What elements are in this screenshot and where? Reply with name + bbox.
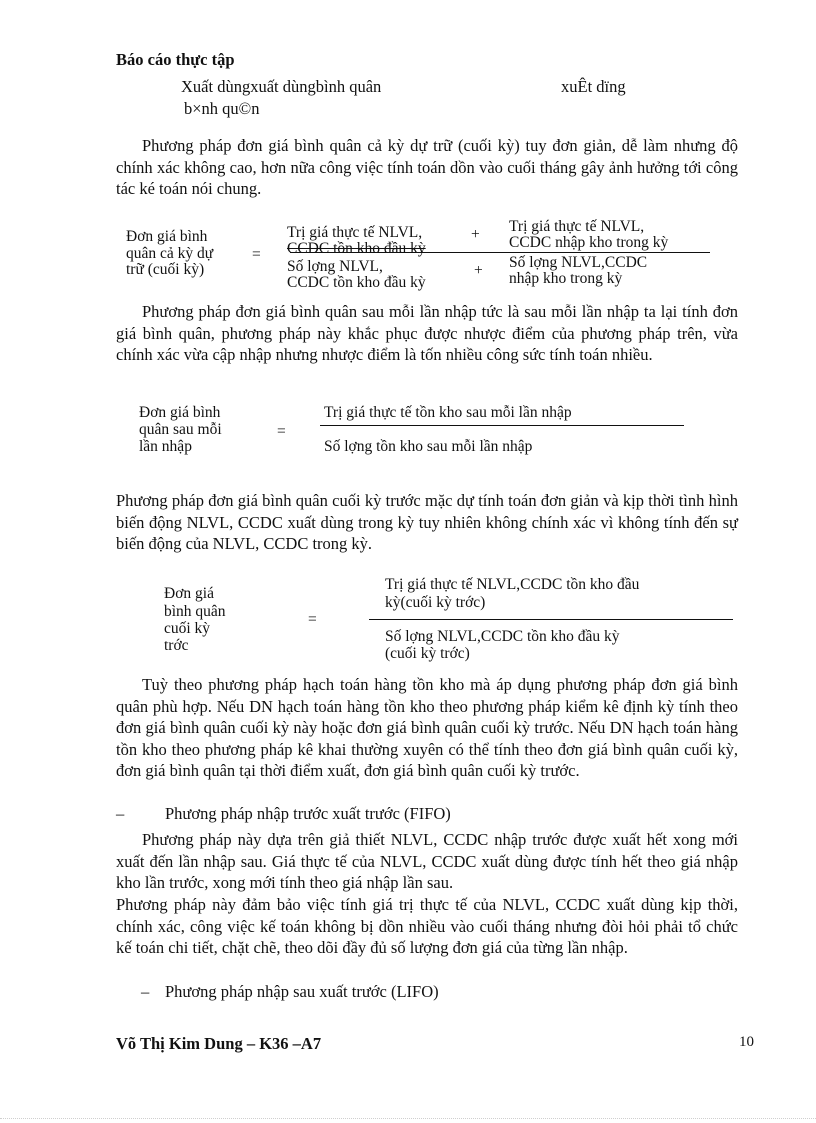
- paragraph-average-previous-period-end: Phương pháp đơn giá bình quân cuối kỳ trước mặc dự tính toán đơn giản và kịp thời tình hình biến động NLVL, CCDC xuất dùng trong kỳ tuy nhiên không chính xác vì không tính đến sự biến động của NLVL, CCDC trong kỳ.: [116, 491, 738, 553]
- formula2-denominator: Số lợng tồn kho sau mỗi lần nhập: [324, 438, 533, 455]
- bullet-dash-lifo: –: [141, 982, 150, 1001]
- formula3-numerator-line1: Trị giá thực tế NLVL,CCDC tồn kho đầu: [385, 576, 640, 593]
- formula2-equals-sign: =: [277, 423, 286, 440]
- formula2-numerator: Trị giá thực tế tồn kho sau mỗi lần nhập: [324, 404, 572, 421]
- formula3-lhs-line3: cuối kỳ: [164, 620, 211, 637]
- paragraph-average-after-each-receipt: Phương pháp đơn giá bình quân sau mỗi lần nhập tức là sau mỗi lần nhập ta lại tính đơn giá bình quân, phương pháp này khắc phục được nhược điểm của phương pháp trên, vừa chính xác vừa cập nhập nhưng nhược điểm là tốn nhiều công sức tính toán nhiều.: [116, 302, 738, 364]
- paragraph-fifo-description: Phương pháp này dựa trên giả thiết NLVL, CCDC nhập trước được xuất hết xong mới xuất đến lần nhập sau. Giá thực tế của NLVL, CCDC xuất dùng được tính hết theo giá nhập kho lần trước, xong mới tính theo giá nhập lần sau.: [116, 830, 738, 892]
- paragraph-method-selection: Tuỳ theo phương pháp hạch toán hàng tồn kho mà áp dụng phương pháp đơn giá bình quân phù hợp. Nếu DN hạch toán hàng tồn kho theo phương pháp kiểm kê định kỳ tính theo đơn giá bình quân cuối kỳ này hoặc đơn giá bình quân cuối kỳ trước. Nếu DN hạch toán hàng tồn kho theo phương pháp kê khai thường xuyên có thể tính theo đơn giá bình quân cuối kỳ, đơn giá bình quân tại thời điểm xuất, đơn giá bình quân cuối kỳ trước.: [116, 675, 738, 780]
- formula1-equals-sign: =: [252, 246, 261, 263]
- formula1-denominator-plus: +: [474, 262, 483, 279]
- formula1-numerator-plus: +: [471, 226, 480, 243]
- formula1-numerator-left-line1: Trị giá thực tế NLVL,: [287, 224, 423, 241]
- formula1-fraction-bar: [290, 252, 710, 253]
- formula1-lhs-line2: quân cả kỳ dự: [126, 245, 214, 262]
- garbled-formula-text-line2: b×nh qu©n: [184, 99, 260, 118]
- page-number: 10: [739, 1034, 754, 1050]
- garbled-formula-text-left: Xuất dùngxuất dùngbình quân: [181, 77, 382, 96]
- formula1-numerator-left-line2: CCDC tồn kho đầu kỳ: [287, 240, 426, 257]
- formula1-lhs-line3: trữ (cuối kỳ): [126, 261, 205, 278]
- formula1-denominator-right-line2: nhập kho trong kỳ: [509, 270, 623, 287]
- formula1-denominator-left-line2: CCDC tồn kho đầu kỳ: [287, 274, 426, 291]
- page-bottom-divider: [0, 1118, 816, 1119]
- formula2-lhs-line3: lần nhập: [139, 438, 192, 455]
- formula1-denominator-left-line1: Số lợng NLVL,: [287, 258, 383, 275]
- formula2-lhs-line2: quân sau mỗi: [139, 421, 222, 438]
- formula1-denominator-right-line1: Số lợng NLVL,CCDC: [509, 254, 648, 271]
- formula3-equals-sign: =: [308, 611, 317, 628]
- formula3-lhs-line2: bình quân: [164, 603, 226, 620]
- bullet-fifo-method: Phương pháp nhập trước xuất trước (FIFO): [165, 804, 451, 823]
- formula1-numerator-right-line2: CCDC nhập kho trong kỳ: [509, 234, 669, 251]
- formula3-denominator-line2: (cuối kỳ trớc): [385, 645, 470, 662]
- formula3-fraction-bar: [369, 619, 733, 620]
- paragraph-average-whole-period: Phương pháp đơn giá bình quân cả kỳ dự trữ (cuối kỳ) tuy đơn giản, dễ làm nhưng độ chính xác không cao, hơn nữa công việc tính toán dồn vào cuối tháng gây ảnh hưởng tới công tác ké toán nói chung.: [116, 136, 738, 198]
- formula3-lhs-line1: Đơn giá: [164, 585, 214, 602]
- report-header-title: Báo cáo thực tập: [116, 50, 235, 69]
- garbled-formula-text-right: xuÊt dïng: [561, 77, 626, 96]
- paragraph-fifo-evaluation: Phương pháp này đảm bảo việc tính giá trị thực tế của NLVL, CCDC xuất dùng kịp thời, chính xác, công việc kế toán không bị dồn nhiều vào cuối tháng nhưng đòi hỏi phải tổ chức kế toán chi tiết, chặt chẽ, theo dõi đầy đủ số lượng đơn giá của từng lần nhập.: [116, 895, 738, 957]
- formula2-lhs-line1: Đơn giá bình: [139, 404, 221, 421]
- formula3-denominator-line1: Số lợng NLVL,CCDC tồn kho đầu kỳ: [385, 628, 620, 645]
- bullet-lifo-method: Phương pháp nhập sau xuất trước (LIFO): [165, 982, 439, 1001]
- formula2-fraction-bar: [320, 425, 684, 426]
- formula3-numerator-line2: kỳ(cuối kỳ trớc): [385, 594, 486, 611]
- bullet-dash-fifo: –: [116, 804, 125, 823]
- formula3-lhs-line4: trớc: [164, 637, 189, 654]
- formula1-numerator-right-line1: Trị giá thực tế NLVL,: [509, 218, 645, 235]
- formula1-lhs-line1: Đơn giá bình: [126, 228, 208, 245]
- footer-author: Võ Thị Kim Dung – K36 –A7: [116, 1034, 322, 1053]
